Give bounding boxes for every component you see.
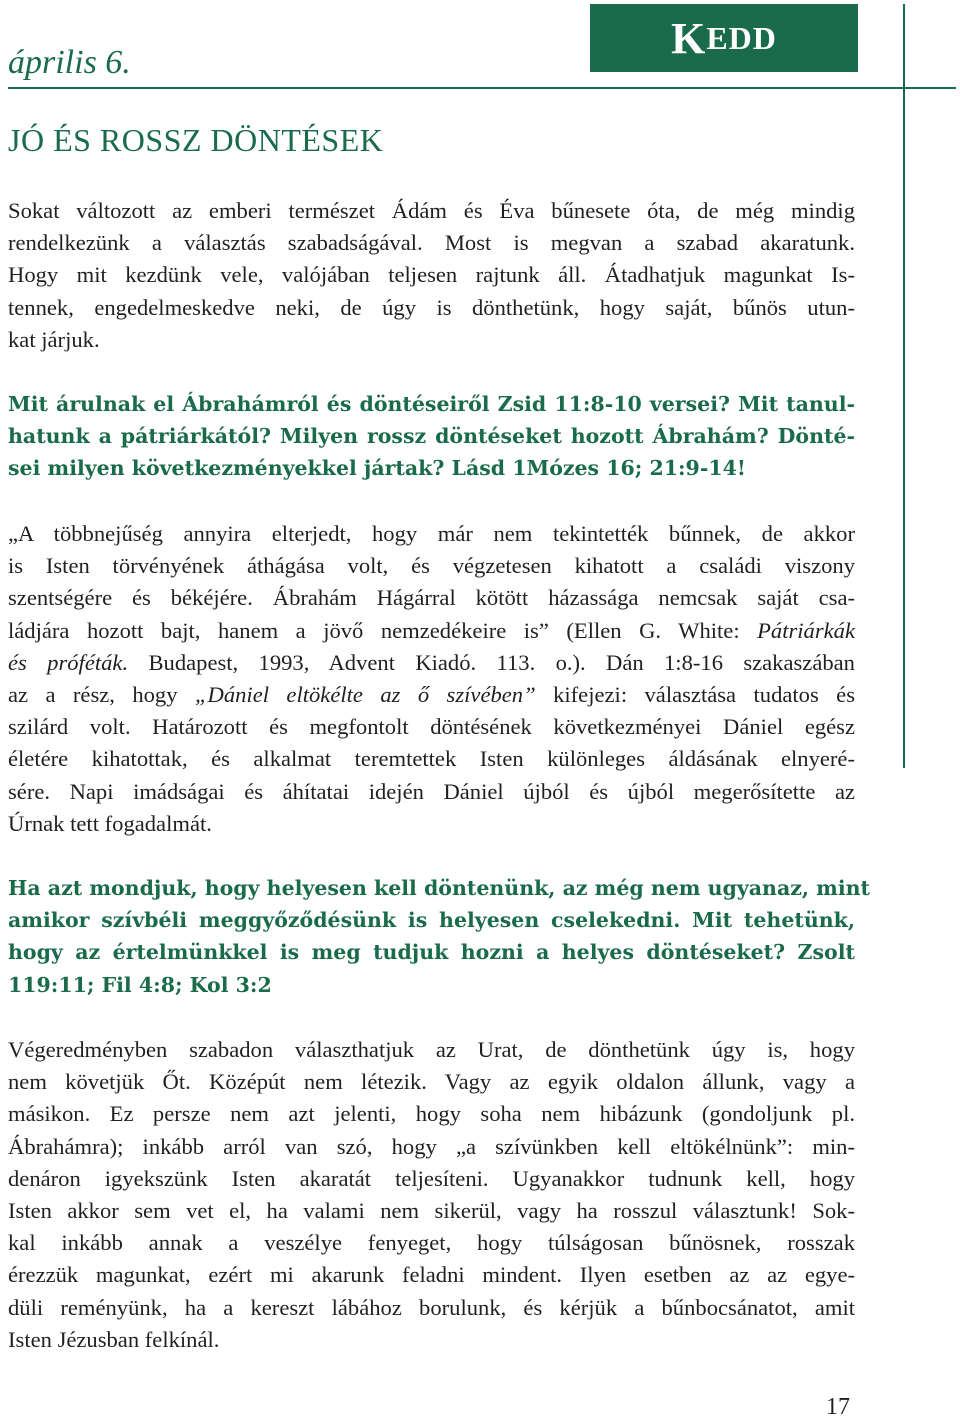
text-line: Sokat változott az emberi természet Ádám és Éva bűnesete óta, de még mindig <box>8 198 855 223</box>
question-line: 119:11; Fil 4:8; Kol 3:2 <box>8 972 272 997</box>
text-line: szentségére és békéjére. Ábrahám Hágárral kötött házassága nemcsak saját csa- <box>8 585 855 611</box>
book-title-segment: Pátriárkák <box>757 617 855 643</box>
text-line: Ábrahámra); inkább arról van szó, hogy „a szívünkben kell eltökélnünk”: min- <box>8 1133 855 1159</box>
text-line <box>8 679 855 711</box>
day-banner <box>590 4 858 72</box>
quote-paragraph <box>8 518 855 840</box>
date-label: április 6. <box>8 44 131 81</box>
text-line: érezzük magunkat, ezért mi akarunk feladni mindent. Ilyen esetben az az egye- <box>8 1262 855 1288</box>
text-line: Hogy mit kezdünk vele, valójában teljesen rajtunk áll. Átadhatjuk magunkat Is- <box>8 262 855 288</box>
text-line: életére kihatottak, és alkalmat teremtettek Isten különleges áldásának elnyeré- <box>8 746 855 772</box>
text-line: sére. Napi imádságai és áhítatai idején Dániel újból és újból megerősítette az <box>8 778 855 804</box>
day-initial: K <box>671 13 707 63</box>
question-line: Ha azt mondjuk, hogy helyesen kell döntenünk, az még nem ugyanaz, mint <box>8 876 871 900</box>
text-line: kat járjuk. <box>8 326 100 352</box>
text-line: tennek, engedelmeskedve neki, de úgy is dönthetünk, hogy saját, bűnös utun- <box>8 294 855 320</box>
question-line: Mit árulnak el Ábrahámról és döntéseiről Zsid 11:8-10 versei? Mit tanul- <box>8 392 855 416</box>
page-title: JÓ ÉS ROSSZ DÖNTÉSEK <box>8 122 384 158</box>
study-question-2 <box>8 872 871 1001</box>
text-segment: kifejezi: választása tudatos és <box>535 682 855 708</box>
text-line: rendelkezünk a választás szabadságával. Most is megvan a szabad akaratunk. <box>8 230 855 256</box>
intro-paragraph <box>8 195 855 356</box>
text-line: Isten Jézusban felkínál. <box>8 1326 220 1352</box>
text-line: Úrnak tett fogadalmát. <box>8 810 212 836</box>
text-line: düli reményünk, ha a kereszt lábához borulunk, és kérjük a bűnbocsánatot, amit <box>8 1294 855 1320</box>
question-line: sei milyen következményekkel jártak? Lásd 1Mózes 16; 21:9-14! <box>8 456 746 481</box>
book-title-segment: és próféták. <box>8 649 129 675</box>
question-line: amikor szívbéli meggyőződésünk is helyesen cselekedni. Mit tehetünk, <box>8 908 855 933</box>
text-line <box>8 615 855 647</box>
text-line: denáron igyekszünk Isten akaratát teljesíteni. Ugyanakkor tudnunk kell, hogy <box>8 1165 855 1191</box>
question-line: hogy az értelmünkkel is meg tudjuk hozni a helyes döntéseket? Zsolt <box>8 940 855 965</box>
text-line: „A többnejűség annyira elterjedt, hogy már nem tekintették bűnnek, de akkor <box>8 521 855 546</box>
page-number: 17 <box>826 1394 850 1420</box>
margin-rule <box>903 4 905 768</box>
text-line: nem követjük Őt. Középút nem létezik. Vagy az egyik oldalon állunk, vagy a <box>8 1069 855 1095</box>
text-line: Isten akkor sem vet el, ha valami nem sikerül, vagy ha rosszul választunk! Sok- <box>8 1198 855 1224</box>
text-segment: az a rész, hogy <box>8 682 195 708</box>
text-segment: ládjára hozott bajt, hanem a jövő nemzedékeire is” (Ellen G. White: <box>8 617 758 643</box>
scripture-quote: „Dániel eltökélte az ő szívében” <box>194 682 536 708</box>
closing-paragraph <box>8 1034 855 1356</box>
text-line: másikon. Ez persze nem azt jelenti, hogy soha nem hibázunk (gondoljunk pl. <box>8 1101 855 1127</box>
text-line: is Isten törvényének áthágása volt, és végzetesen kihatott a családi viszony <box>8 553 855 579</box>
text-line: kal inkább annak a veszélye fenyeget, hogy túlságosan bűnösnek, rosszak <box>8 1230 855 1256</box>
text-segment: Budapest, 1993, Advent Kiadó. 113. o.). Dán 1:8-16 szakaszában <box>128 649 855 675</box>
text-line: Végeredményben szabadon választhatjuk az Urat, de dönthetünk úgy is, hogy <box>8 1037 855 1062</box>
text-line: szilárd volt. Határozott és megfontolt döntésének következményei Dániel egész <box>8 714 855 740</box>
study-question-1 <box>8 388 855 485</box>
text-line <box>8 647 855 679</box>
question-line: hatunk a pátriárkától? Milyen rossz döntéseket hozott Ábrahám? Dönté- <box>8 424 855 449</box>
day-rest: EDD <box>706 19 777 56</box>
header-rule <box>8 87 956 89</box>
